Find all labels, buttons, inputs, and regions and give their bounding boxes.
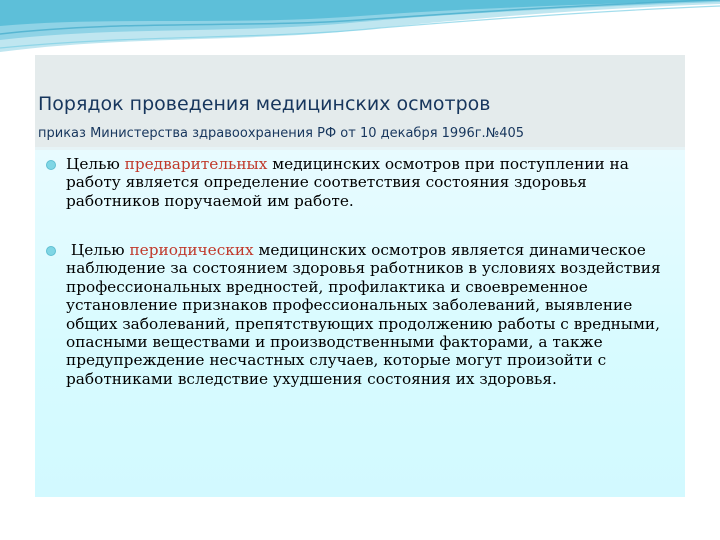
bullet-periodic-exams (66, 241, 678, 388)
bullet-text-after: медицинских осмотров при поступлении на работу является определение соответствия состояния здоровья работников поручаемой им работе. (66, 155, 629, 210)
bullet-text-before: Целью (66, 155, 125, 173)
highlight-periodic: периодических (129, 241, 254, 259)
slide-title: Порядок проведения медицинских осмотров (38, 93, 491, 115)
bullet-preliminary-exams (66, 155, 678, 210)
bullet-text-before: Целью (66, 241, 130, 259)
bullet-dot-icon (46, 160, 56, 170)
highlight-preliminary: предварительных (124, 155, 268, 173)
slide-subtitle: приказ Министерства здравоохранения РФ от 10 декабря 1996г.№405 (38, 126, 525, 141)
bullet-text-after: медицинских осмотров является динамическое наблюдение за состоянием здоровья работников в условиях воздействия профессиональных вредностей, профилактика и своевременное установление признаков профессиональных заболеваний, выявление общих заболеваний, препятствующих продолжению работы с вредными, опасными веществами и производственными факторами, а также предупреждение несчастных случаев, которые могут произойти с работниками вследствие ухудшения состояния их здоровья. (66, 241, 661, 388)
bullet-dot-icon (46, 246, 56, 256)
